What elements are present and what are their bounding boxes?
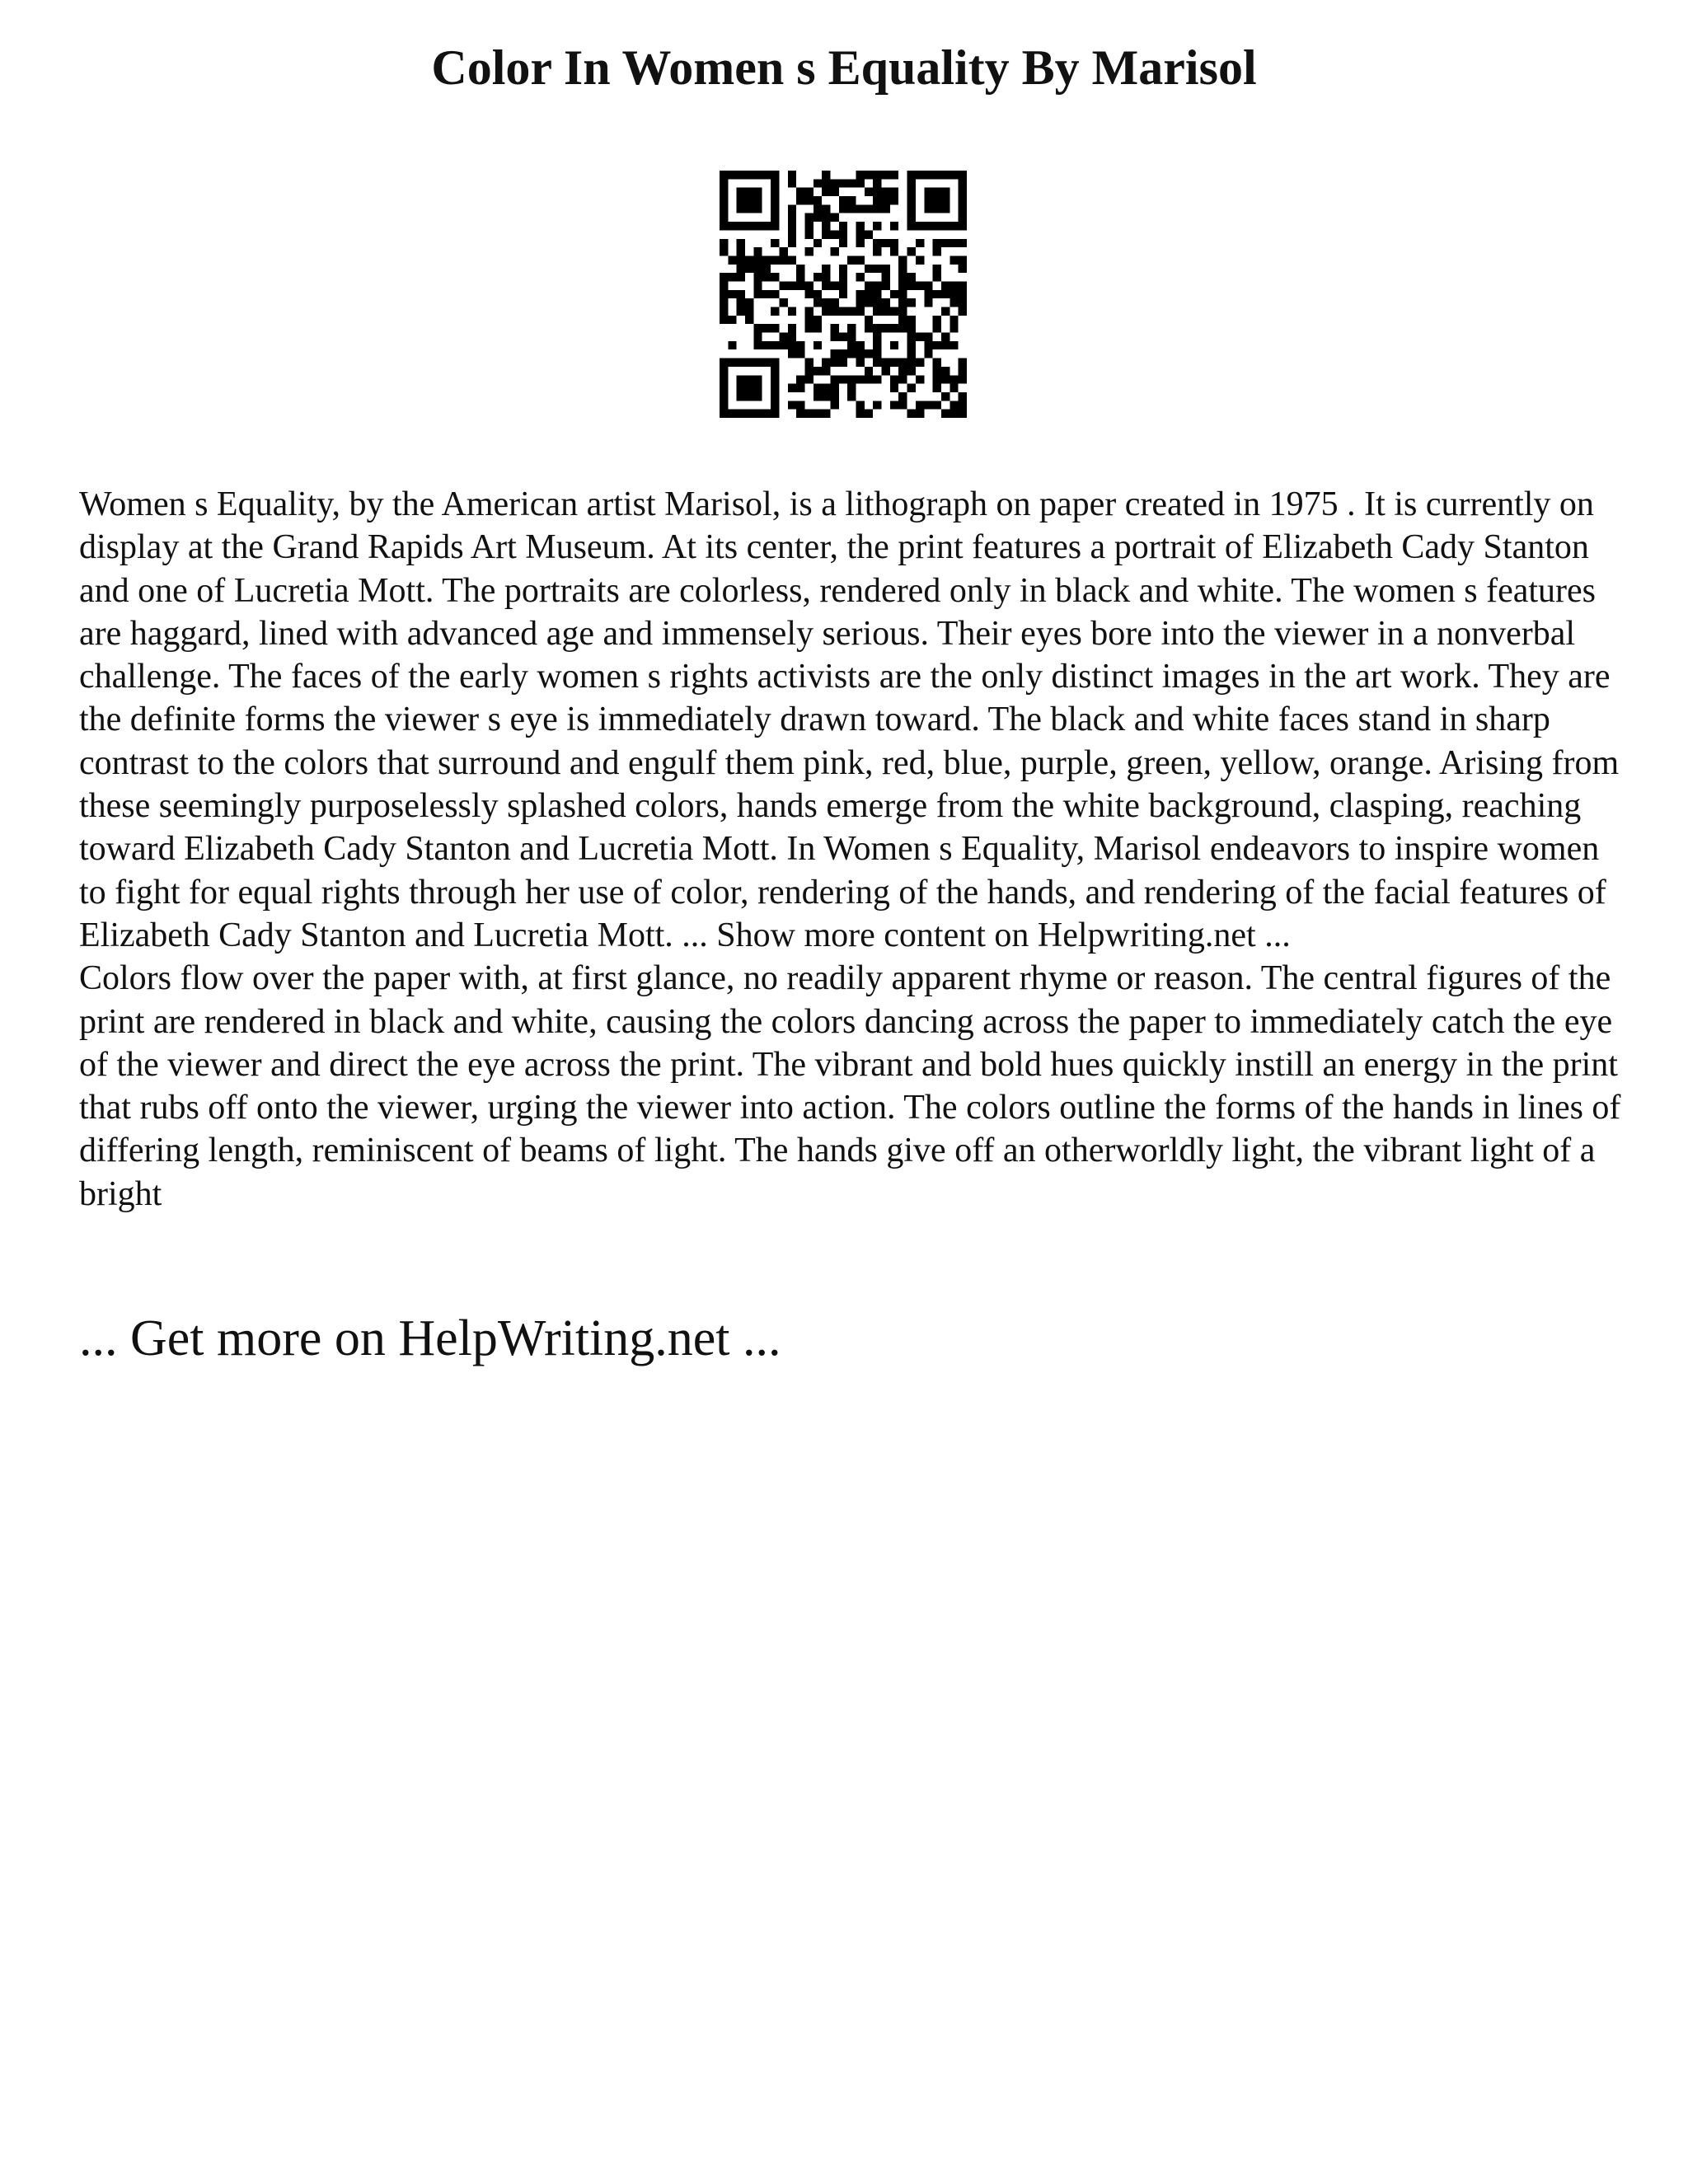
qr-code-icon [720,171,967,418]
get-more-link[interactable]: ... Get more on HelpWriting.net ... [79,1310,781,1366]
article-body [79,483,1629,1216]
article-paragraph-2: Colors flow over the paper with, at first glance, no readily apparent rhyme or reason. The central figures of the print are rendered in black and white, causing the colors dancing across the paper to immediately catch the eye of the viewer and direct the eye across the print. The vibrant and bold hues quickly instill an energy in the print that rubs off onto the viewer, urging the viewer into action. The colors outline the forms of the hands in lines of differing length, reminiscent of beams of light. The hands give off an otherworldly light, the vibrant light of a bright [79,959,1621,1213]
article-paragraph-1: Women s Equality, by the American artist Marisol, is a lithograph on paper created in 1975 . It is currently on display at the Grand Rapids Art Museum. At its center, the print features a portrait of Elizabeth Cady Stanton and one of Lucretia Mott. The portraits are colorless, rendered only in black and white. The women s features are haggard, lined with advanced age and immensely serious. Their eyes bore into the viewer in a nonverbal challenge. The faces of the early women s rights activists are the only distinct images in the art work. They are the definite forms the viewer s eye is immediately drawn toward. The black and white faces stand in sharp contrast to the colors that surround and engulf them pink, red, blue, purple, green, yellow, orange. Arising from these seemingly purposelessly splashed colors, hands emerge from the white background, clasping, reaching toward Elizabeth Cady Stanton and Lucretia Mott. In Women s Equality, Marisol endeavors to inspire women to fight for equal rights through her use of color, rendering of the hands, and rendering of the facial features of Elizabeth Cady Stanton and Lucretia Mott. ... Show more content on Helpwriting.net ... [79,485,1620,954]
page-title: Color In Women s Equality By Marisol [431,40,1257,95]
